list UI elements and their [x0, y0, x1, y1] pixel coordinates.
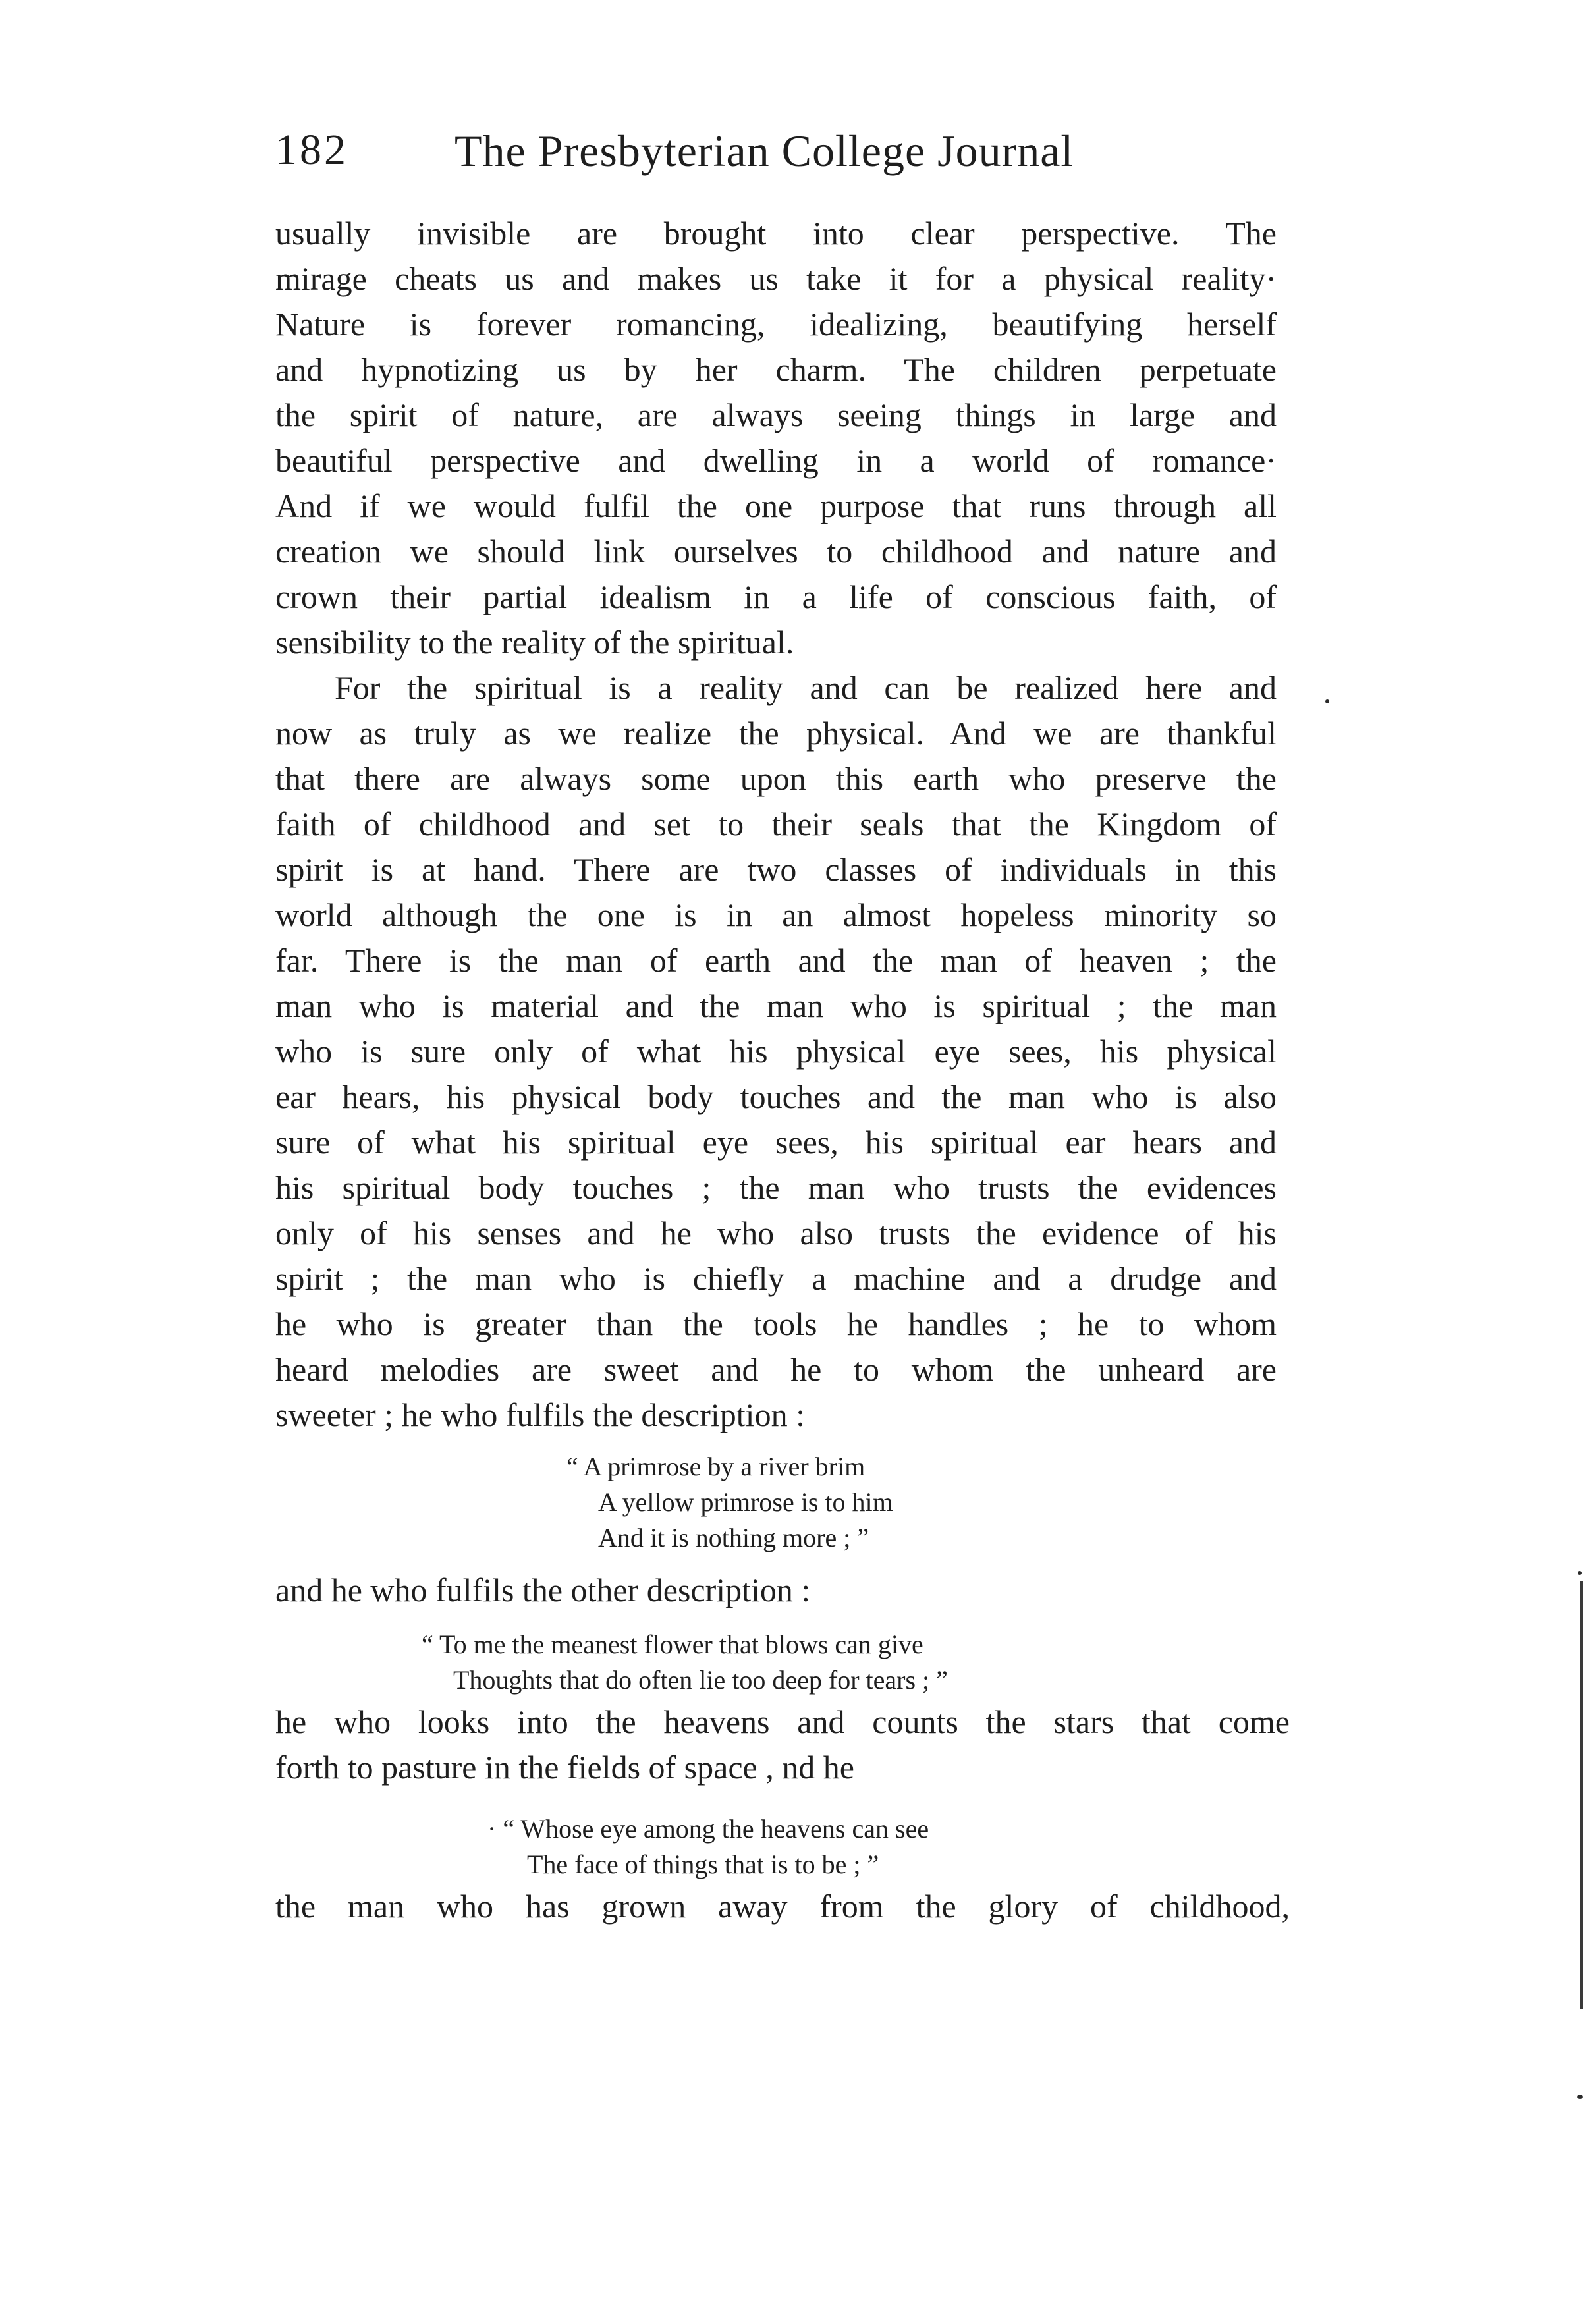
text-line: mirage cheats us and makes us take it for a physical reality· — [275, 260, 1277, 297]
text-line: spirit ; the man who is chiefly a machine and a drudge and — [275, 1260, 1277, 1297]
margin-speck — [1325, 699, 1329, 703]
text-line: only of his senses and he who also trusts the evidence of his — [275, 1215, 1277, 1251]
margin-scan-rule — [1580, 1581, 1583, 2009]
text-line: he who is greater than the tools he handles ; he to whom — [275, 1305, 1277, 1342]
text-line: beautiful perspective and dwelling in a world of romance· — [275, 442, 1277, 479]
quotation-flower — [422, 1627, 948, 1698]
quote-line: And it is nothing more ; ” — [598, 1523, 869, 1552]
quote-line: Thoughts that do often lie too deep for tears ; ” — [453, 1665, 948, 1695]
text-line: sensibility to the reality of the spiritual. — [275, 624, 794, 661]
text-line: sweeter ; he who fulfils the description : — [275, 1396, 805, 1433]
text-line: crown their partial idealism in a life of conscious faith, of — [275, 578, 1277, 615]
text-line: who is sure only of what his physical eye sees, his physical — [275, 1033, 1277, 1070]
quote-line: The face of things that is to be ; ” — [527, 1850, 879, 1879]
text-line: Nature is forever romancing, idealizing, beautifying herself — [275, 306, 1277, 343]
text-line: For the spiritual is a reality and can be realized here and — [335, 669, 1277, 706]
text-line: far. There is the man of earth and the man of heaven ; the — [275, 942, 1277, 979]
text-line: he who looks into the heavens and counts the stars that come — [275, 1703, 1290, 1740]
quote-line: · “ Whose eye among the heavens can see — [487, 1814, 929, 1844]
quote-line: “ To me the meanest flower that blows can give — [422, 1630, 923, 1659]
text-line: sure of what his spiritual eye sees, his spiritual ear hears and — [275, 1124, 1277, 1161]
paragraph-5 — [275, 1884, 1290, 1929]
text-line: ear hears, his physical body touches and the man who is also — [275, 1078, 1277, 1115]
margin-speck — [1577, 2095, 1583, 2099]
text-line: forth to pasture in the fields of space , nd he — [275, 1749, 854, 1786]
margin-speck — [1578, 1571, 1582, 1575]
quote-line: “ A primrose by a river brim — [566, 1452, 866, 1481]
quote-line: A yellow primrose is to him — [598, 1487, 893, 1517]
text-line: world although the one is in an almost hopeless minority so — [275, 896, 1277, 933]
text-line: and hypnotizing us by her charm. The children perpetuate — [275, 351, 1277, 388]
text-line: and he who fulfils the other description : — [275, 1572, 811, 1608]
paragraph-2 — [275, 665, 1277, 1438]
text-line: usually invisible are brought into clear perspective. The — [275, 215, 1277, 252]
text-line: man who is material and the man who is spiritual ; the man — [275, 987, 1277, 1024]
paragraph-3 — [275, 1568, 1277, 1613]
page-number: 182 — [275, 126, 348, 174]
paragraph-1 — [275, 211, 1277, 665]
text-line: the man who has grown away from the glory of childhood, — [275, 1888, 1290, 1925]
text-line: faith of childhood and set to their seals that the Kingdom of — [275, 806, 1277, 842]
quotation-primrose — [566, 1449, 893, 1556]
running-title: The Presbyterian College Journal — [454, 126, 1074, 176]
text-line: creation we should link ourselves to childhood and nature and — [275, 533, 1277, 570]
text-line: the spirit of nature, are always seeing things in large and — [275, 397, 1277, 433]
quotation-heavens — [487, 1811, 929, 1882]
page-header — [275, 125, 1290, 198]
paragraph-4 — [275, 1699, 1290, 1790]
text-line: his spiritual body touches ; the man who trusts the evidences — [275, 1169, 1277, 1206]
text-line: And if we would fulfil the one purpose that runs through all — [275, 487, 1277, 524]
text-line: heard melodies are sweet and he to whom the unheard are — [275, 1351, 1277, 1388]
text-line: spirit is at hand. There are two classes of individuals in this — [275, 851, 1277, 888]
text-line: now as truly as we realize the physical. And we are thankful — [275, 715, 1277, 752]
text-line: that there are always some upon this earth who preserve the — [275, 760, 1277, 797]
